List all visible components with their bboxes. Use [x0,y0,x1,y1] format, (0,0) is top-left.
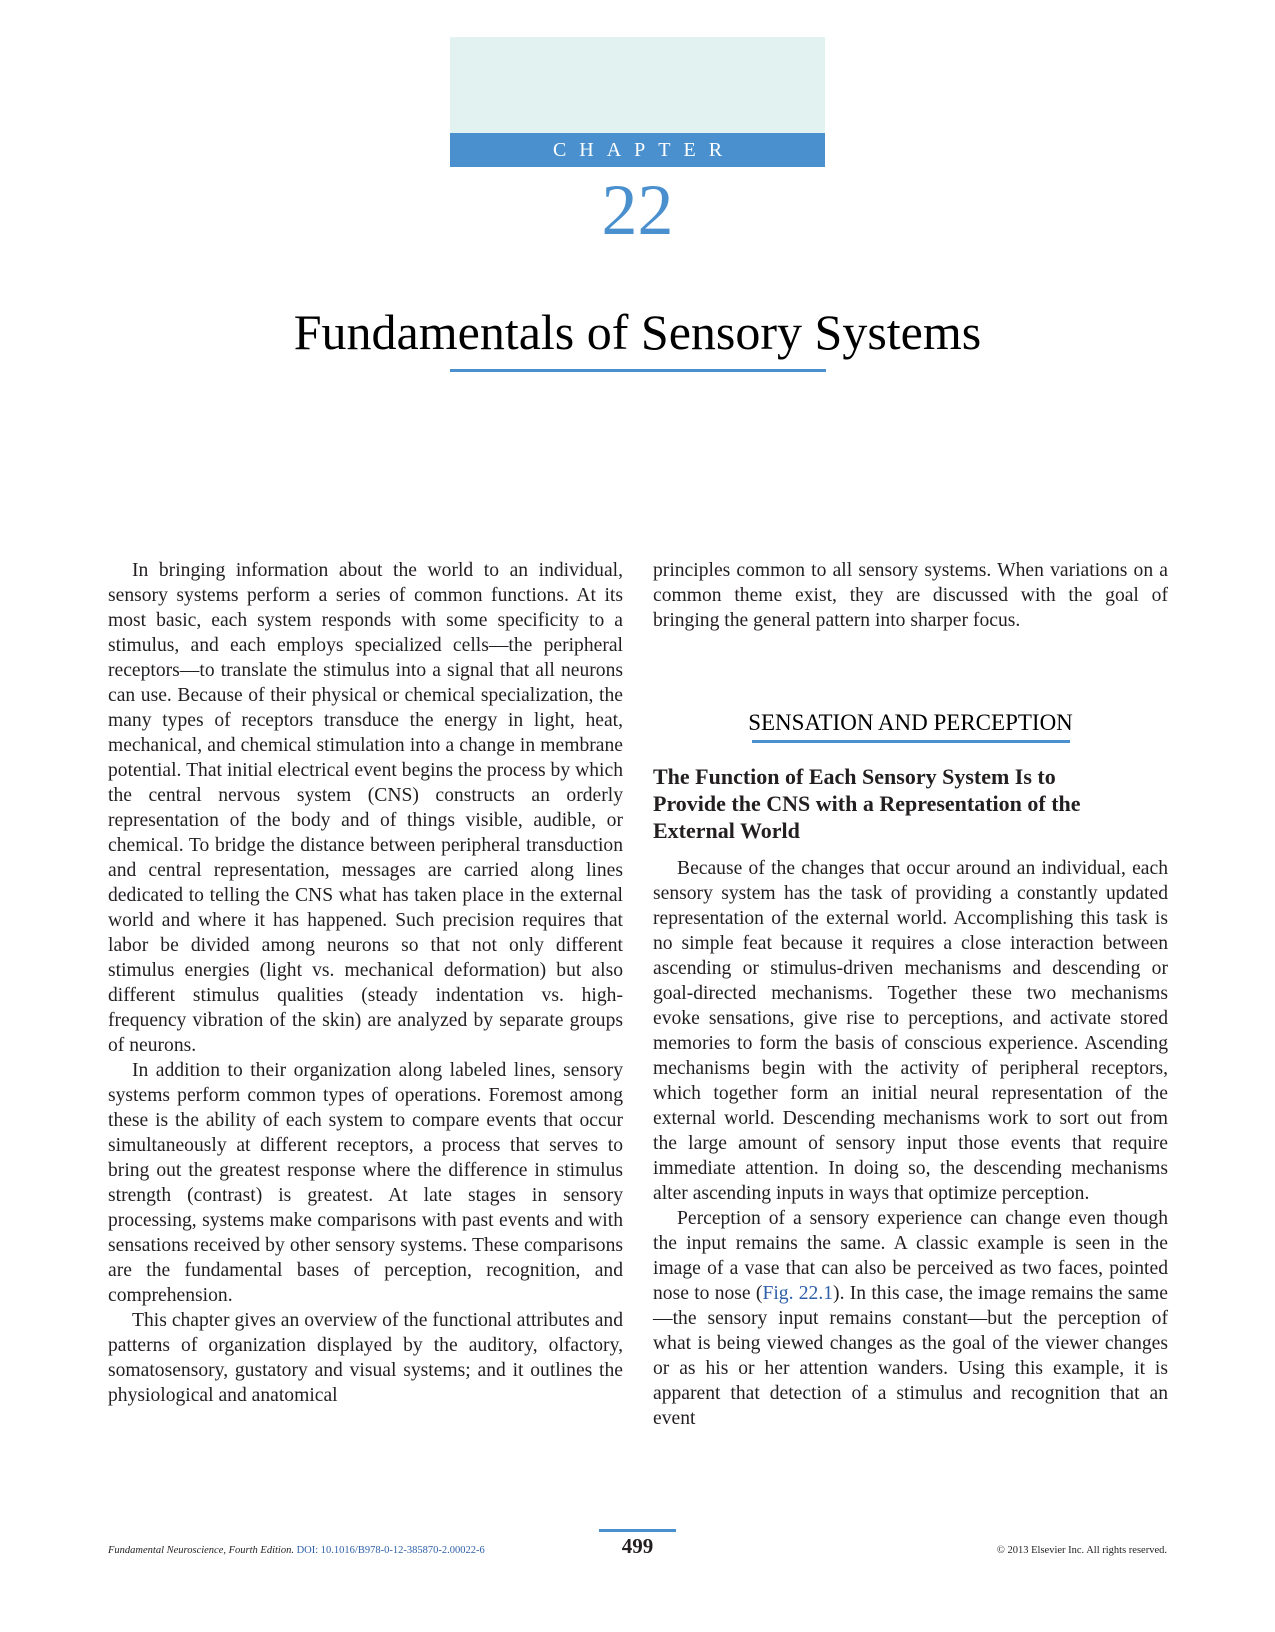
title-underline [450,369,826,372]
body-paragraph: Because of the changes that occur around an individual, each sensory system has the task of providing a constantly updated representation of the external world. Accomplishing this task is no simple feat because it requires a close interaction between ascending or stimulus-driven mechanisms and descending or goal-directed mechanisms. Together these two mechanisms evoke sensations, give rise to perceptions, and activate stored memories to form the basis of conscious experience. Ascending mechanisms begin with the activity of peripheral receptors, which together form an initial neural representation of the external world. Descending mechanisms work to sort out from the large amount of sensory input those events that require immediate attention. In doing so, the descending mechanisms alter ascending inputs in ways that optimize perception. [653,858,1168,1204]
chapter-label-bar [450,133,825,167]
paragraph-text: ). In this case, the image remains the same—the sensory input remains constant—but the perception of what is being viewed changes as the goal of the viewer changes or as his or her attention wanders. Using this example, it is apparent that detection of a stimulus and recognition that an event [653,1283,1168,1429]
doi-link[interactable]: DOI: 10.1016/B978-0-12-385870-2.00022-6 [296,1545,485,1556]
section-heading-underline [752,740,1070,743]
subsection-heading: The Function of Each Sensory System Is to Provide the CNS with a Representation of the External World [653,764,1081,843]
chapter-label: CHAPTER [552,139,736,161]
figure-reference-link[interactable]: Fig. 22.1 [762,1283,834,1304]
right-column-intro [653,558,1168,633]
book-title: Fundamental Neuroscience, Fourth Edition. [108,1545,294,1556]
body-paragraph: In bringing information about the world to an individual, sensory systems perform a series of common functions. At its most basic, each system responds with some specificity to a stimulus, and each employs specialized cells—the peripheral receptors—to translate the stimulus into a signal that all neurons can use. Because of their physical or chemical specialization, the many types of receptors transduce the energy in light, heat, mechanical, and chemical stimulation into a change in membrane potential. That initial electrical event begins the process by which the central nervous system (CNS) constructs an orderly representation of the body and of things visible, audible, or chemical. To bridge the distance between peripheral transduction and central representation, messages are carried along lines dedicated to telling the CNS what has taken place in the external world and where it has happened. Such precision requires that labor be divided among neurons so that not only different stimulus energies (light vs. mechanical deformation) but also different stimulus qualities (steady indentation vs. high-frequency vibration of the skin) are analyzed by separate groups of neurons. [108,560,623,1056]
paragraph-text: Perception of a sensory experience can change even though the input remains the same. A classic example is seen in the image of a vase that can also be perceived as two faces, pointed nose to nose ( [653,1208,1168,1304]
page-number: 499 [621,1534,654,1558]
page-number-rule [599,1529,676,1532]
left-column [108,558,623,1408]
body-paragraph: principles common to all sensory systems. When variations on a common theme exist, they are discussed with the goal of bringing the general pattern into sharper focus. [653,560,1168,631]
body-paragraph: This chapter gives an overview of the functional attributes and patterns of organization displayed by the auditory, olfactory, somatosensory, gustatory and visual systems; and it outlines the physiological and anatomical [108,1310,623,1406]
chapter-number: 22 [601,170,674,250]
section-heading: SENSATION AND PERCEPTION [748,710,1073,735]
chapter-header-background [450,37,825,133]
footer-citation [108,1545,485,1556]
body-paragraph [653,1206,1168,1431]
copyright-notice: © 2013 Elsevier Inc. All rights reserved. [996,1545,1167,1556]
body-paragraph: In addition to their organization along labeled lines, sensory systems perform common types of operations. Foremost among these is the ability of each system to compare events that occur simultaneously at different receptors, a process that serves to bring out the greatest response where the difference in stimulus strength (contrast) is greatest. At late stages in sensory processing, systems make comparisons with past events and with sensations received by other sensory systems. These comparisons are the fundamental bases of perception, recognition, and comprehension. [108,1060,623,1306]
right-column-body [653,856,1168,1431]
chapter-title: Fundamentals of Sensory Systems [293,304,982,360]
